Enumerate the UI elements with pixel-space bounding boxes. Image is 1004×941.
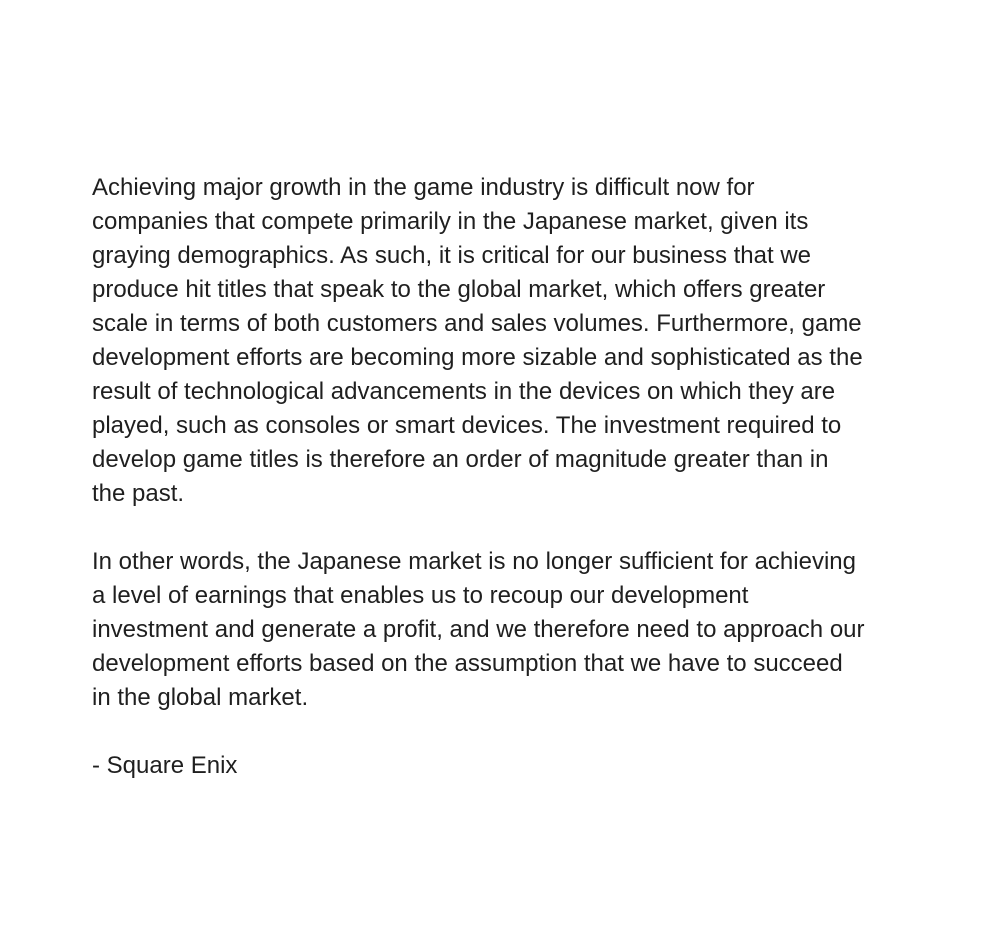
paragraph-spacer [92, 511, 922, 545]
paragraph-line: played, such as consoles or smart devices. The investment required to [92, 412, 842, 439]
paragraph-line: companies that compete primarily in the Japanese market, given its [92, 208, 809, 235]
paragraph-line: Achieving major growth in the game industry is difficult now for [92, 174, 755, 201]
paragraph-spacer [92, 715, 922, 749]
quote-block [92, 171, 922, 783]
paragraph-1 [92, 171, 922, 511]
paragraph-line: development efforts based on the assumption that we have to succeed [92, 650, 843, 677]
paragraph-line: a level of earnings that enables us to recoup our development [92, 582, 749, 609]
paragraph-line: graying demographics. As such, it is critical for our business that we [92, 242, 811, 269]
paragraph-line: produce hit titles that speak to the global market, which offers greater [92, 276, 826, 303]
paragraph-line: scale in terms of both customers and sales volumes. Furthermore, game [92, 310, 862, 337]
paragraph-2 [92, 545, 922, 715]
paragraph-line: investment and generate a profit, and we therefore need to approach our [92, 616, 865, 643]
paragraph-line: development efforts are becoming more sizable and sophisticated as the [92, 344, 863, 371]
paragraph-line: result of technological advancements in the devices on which they are [92, 378, 836, 405]
paragraph-line: develop game titles is therefore an order of magnitude greater than in [92, 446, 829, 473]
quote-attribution: - Square Enix [92, 752, 238, 779]
paragraph-line: In other words, the Japanese market is no longer sufficient for achieving [92, 548, 856, 575]
paragraph-line: the past. [92, 480, 185, 507]
paragraph-line: in the global market. [92, 684, 309, 711]
